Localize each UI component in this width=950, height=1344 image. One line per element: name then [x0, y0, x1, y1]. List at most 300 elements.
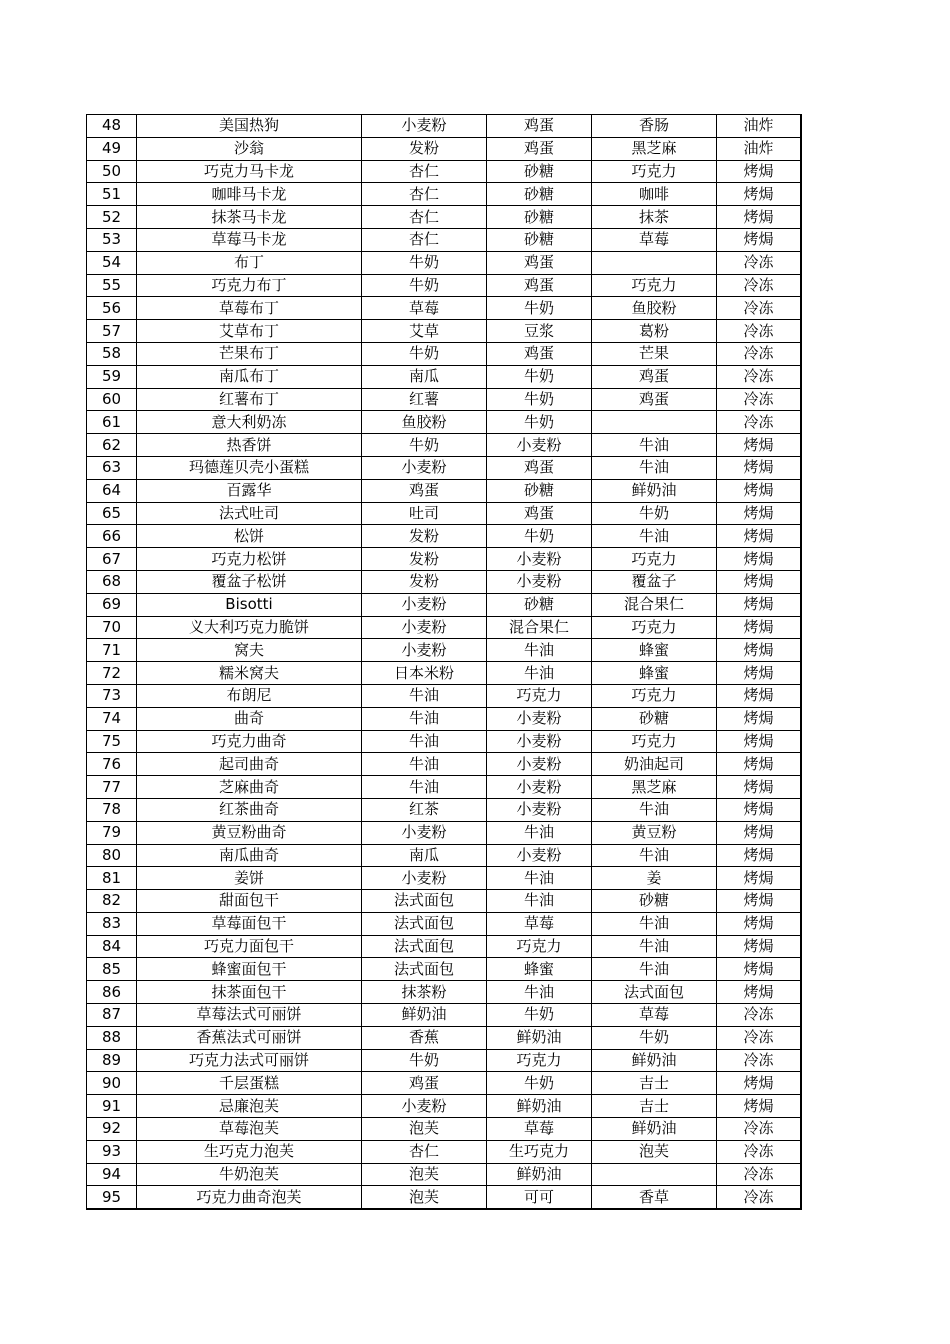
ingredient-2-cell: 巧克力 [487, 1049, 592, 1072]
table-row [87, 1049, 802, 1072]
ingredient-1-cell: 小麦粉 [362, 456, 487, 479]
table-row [87, 958, 802, 981]
row-number-cell: 60 [87, 388, 137, 411]
ingredient-1-cell: 牛奶 [362, 251, 487, 274]
ingredient-2-cell: 鲜奶油 [487, 1163, 592, 1186]
ingredient-3-cell: 牛油 [592, 844, 717, 867]
ingredient-2-cell: 砂糖 [487, 593, 592, 616]
ingredient-2-cell: 鸡蛋 [487, 502, 592, 525]
table-row [87, 890, 802, 913]
ingredient-1-cell: 小麦粉 [362, 821, 487, 844]
dessert-name-cell: 巧克力曲奇 [137, 730, 362, 753]
cooking-method-cell: 烤焗 [717, 616, 802, 639]
ingredient-1-cell: 牛油 [362, 776, 487, 799]
row-number-cell: 55 [87, 274, 137, 297]
table-row [87, 320, 802, 343]
dessert-name-cell: 草莓法式可丽饼 [137, 1004, 362, 1027]
dessert-name-cell: 姜饼 [137, 867, 362, 890]
dessert-name-cell: 起司曲奇 [137, 753, 362, 776]
ingredient-2-cell: 牛奶 [487, 297, 592, 320]
ingredient-3-cell: 牛油 [592, 912, 717, 935]
ingredient-2-cell: 牛油 [487, 867, 592, 890]
table-row [87, 456, 802, 479]
cooking-method-cell: 烤焗 [717, 570, 802, 593]
dessert-name-cell: 南瓜布丁 [137, 365, 362, 388]
ingredient-3-cell: 奶油起司 [592, 753, 717, 776]
table-row [87, 434, 802, 457]
ingredient-2-cell: 小麦粉 [487, 844, 592, 867]
ingredient-1-cell: 杏仁 [362, 1140, 487, 1163]
row-number-cell: 90 [87, 1072, 137, 1095]
ingredient-3-cell [592, 251, 717, 274]
row-number-cell: 79 [87, 821, 137, 844]
ingredient-1-cell: 鱼胶粉 [362, 411, 487, 434]
ingredient-2-cell: 草莓 [487, 1118, 592, 1141]
ingredient-3-cell: 黑芝麻 [592, 776, 717, 799]
ingredient-2-cell: 小麦粉 [487, 753, 592, 776]
row-number-cell: 56 [87, 297, 137, 320]
ingredient-1-cell: 法式面包 [362, 912, 487, 935]
row-number-cell: 86 [87, 981, 137, 1004]
table-row [87, 274, 802, 297]
cooking-method-cell: 烤焗 [717, 958, 802, 981]
ingredient-2-cell: 小麦粉 [487, 730, 592, 753]
row-number-cell: 74 [87, 707, 137, 730]
cooking-method-cell: 冷冻 [717, 297, 802, 320]
ingredient-3-cell: 巧克力 [592, 160, 717, 183]
ingredient-3-cell: 草莓 [592, 228, 717, 251]
ingredient-3-cell: 牛油 [592, 798, 717, 821]
table-row [87, 935, 802, 958]
dessert-name-cell: 芝麻曲奇 [137, 776, 362, 799]
ingredient-2-cell: 小麦粉 [487, 570, 592, 593]
cooking-method-cell: 烤焗 [717, 821, 802, 844]
cooking-method-cell: 烤焗 [717, 228, 802, 251]
table-row [87, 912, 802, 935]
ingredient-3-cell: 姜 [592, 867, 717, 890]
ingredient-1-cell: 红薯 [362, 388, 487, 411]
ingredient-1-cell: 鸡蛋 [362, 479, 487, 502]
row-number-cell: 50 [87, 160, 137, 183]
ingredient-2-cell: 小麦粉 [487, 548, 592, 571]
cooking-method-cell: 冷冻 [717, 388, 802, 411]
ingredient-2-cell: 牛奶 [487, 1072, 592, 1095]
row-number-cell: 84 [87, 935, 137, 958]
ingredient-2-cell: 牛奶 [487, 411, 592, 434]
cooking-method-cell: 烤焗 [717, 525, 802, 548]
row-number-cell: 58 [87, 342, 137, 365]
cooking-method-cell: 冷冻 [717, 1118, 802, 1141]
cooking-method-cell: 烤焗 [717, 753, 802, 776]
ingredient-1-cell: 日本米粉 [362, 662, 487, 685]
ingredient-1-cell: 发粉 [362, 525, 487, 548]
ingredient-3-cell: 抹茶 [592, 206, 717, 229]
ingredient-1-cell: 牛奶 [362, 274, 487, 297]
cooking-method-cell: 冷冻 [717, 342, 802, 365]
row-number-cell: 63 [87, 456, 137, 479]
dessert-name-cell: 巧克力曲奇泡芙 [137, 1186, 362, 1209]
ingredient-1-cell: 牛油 [362, 730, 487, 753]
ingredient-3-cell: 巧克力 [592, 274, 717, 297]
ingredient-3-cell: 鸡蛋 [592, 365, 717, 388]
row-number-cell: 67 [87, 548, 137, 571]
cooking-method-cell: 油炸 [717, 137, 802, 160]
dessert-name-cell: 红薯布丁 [137, 388, 362, 411]
dessert-name-cell: 抹茶面包干 [137, 981, 362, 1004]
ingredient-3-cell: 黄豆粉 [592, 821, 717, 844]
ingredient-2-cell: 小麦粉 [487, 776, 592, 799]
cooking-method-cell: 烤焗 [717, 479, 802, 502]
dessert-name-cell: 香蕉法式可丽饼 [137, 1026, 362, 1049]
row-number-cell: 73 [87, 684, 137, 707]
table-row [87, 525, 802, 548]
cooking-method-cell: 冷冻 [717, 1186, 802, 1209]
ingredient-3-cell: 牛油 [592, 935, 717, 958]
dessert-name-cell: 红茶曲奇 [137, 798, 362, 821]
cooking-method-cell: 油炸 [717, 115, 802, 138]
ingredient-1-cell: 香蕉 [362, 1026, 487, 1049]
ingredient-2-cell: 鸡蛋 [487, 342, 592, 365]
row-number-cell: 94 [87, 1163, 137, 1186]
ingredient-1-cell: 小麦粉 [362, 115, 487, 138]
row-number-cell: 89 [87, 1049, 137, 1072]
ingredient-1-cell: 法式面包 [362, 890, 487, 913]
table-row [87, 502, 802, 525]
ingredient-1-cell: 牛油 [362, 753, 487, 776]
dessert-name-cell: 牛奶泡芙 [137, 1163, 362, 1186]
dessert-name-cell: 窝夫 [137, 639, 362, 662]
cooking-method-cell: 冷冻 [717, 274, 802, 297]
table-row [87, 616, 802, 639]
ingredient-2-cell: 小麦粉 [487, 707, 592, 730]
ingredient-3-cell: 砂糖 [592, 707, 717, 730]
dessert-name-cell: 草莓马卡龙 [137, 228, 362, 251]
row-number-cell: 59 [87, 365, 137, 388]
dessert-name-cell: 巧克力面包干 [137, 935, 362, 958]
table-row [87, 730, 802, 753]
cooking-method-cell: 冷冻 [717, 1004, 802, 1027]
ingredient-1-cell: 发粉 [362, 137, 487, 160]
table-row [87, 753, 802, 776]
ingredient-1-cell: 发粉 [362, 570, 487, 593]
row-number-cell: 92 [87, 1118, 137, 1141]
ingredient-3-cell: 牛奶 [592, 1026, 717, 1049]
row-number-cell: 49 [87, 137, 137, 160]
recipe-table [86, 114, 802, 1210]
row-number-cell: 53 [87, 228, 137, 251]
ingredient-2-cell: 鸡蛋 [487, 137, 592, 160]
cooking-method-cell: 冷冻 [717, 365, 802, 388]
table-row [87, 1026, 802, 1049]
ingredient-2-cell: 小麦粉 [487, 798, 592, 821]
table-row [87, 867, 802, 890]
row-number-cell: 88 [87, 1026, 137, 1049]
row-number-cell: 68 [87, 570, 137, 593]
ingredient-1-cell: 牛奶 [362, 434, 487, 457]
row-number-cell: 91 [87, 1095, 137, 1118]
dessert-name-cell: 草莓面包干 [137, 912, 362, 935]
table-row [87, 251, 802, 274]
cooking-method-cell: 烤焗 [717, 844, 802, 867]
ingredient-2-cell: 牛油 [487, 639, 592, 662]
table-row [87, 798, 802, 821]
dessert-name-cell: 巧克力布丁 [137, 274, 362, 297]
row-number-cell: 66 [87, 525, 137, 548]
row-number-cell: 95 [87, 1186, 137, 1209]
table-row [87, 981, 802, 1004]
cooking-method-cell: 烤焗 [717, 684, 802, 707]
ingredient-2-cell: 牛油 [487, 662, 592, 685]
ingredient-2-cell: 生巧克力 [487, 1140, 592, 1163]
ingredient-3-cell: 草莓 [592, 1004, 717, 1027]
dessert-name-cell: 草莓泡芙 [137, 1118, 362, 1141]
ingredient-2-cell: 草莓 [487, 912, 592, 935]
table-row [87, 1186, 802, 1209]
ingredient-1-cell: 杏仁 [362, 228, 487, 251]
dessert-name-cell: 玛德莲贝壳小蛋糕 [137, 456, 362, 479]
ingredient-3-cell: 鲜奶油 [592, 479, 717, 502]
ingredient-1-cell: 法式面包 [362, 935, 487, 958]
cooking-method-cell: 烤焗 [717, 639, 802, 662]
ingredient-3-cell: 蜂蜜 [592, 639, 717, 662]
table-row [87, 639, 802, 662]
ingredient-2-cell: 鸡蛋 [487, 274, 592, 297]
dessert-name-cell: 曲奇 [137, 707, 362, 730]
cooking-method-cell: 烤焗 [717, 593, 802, 616]
ingredient-1-cell: 法式面包 [362, 958, 487, 981]
dessert-name-cell: 沙翁 [137, 137, 362, 160]
table-row [87, 684, 802, 707]
cooking-method-cell: 烤焗 [717, 798, 802, 821]
ingredient-3-cell: 吉士 [592, 1072, 717, 1095]
ingredient-2-cell: 牛奶 [487, 365, 592, 388]
cooking-method-cell: 烤焗 [717, 160, 802, 183]
cooking-method-cell: 烤焗 [717, 456, 802, 479]
ingredient-3-cell: 牛油 [592, 958, 717, 981]
table-row [87, 1118, 802, 1141]
cooking-method-cell: 烤焗 [717, 890, 802, 913]
cooking-method-cell: 烤焗 [717, 707, 802, 730]
table-row [87, 1004, 802, 1027]
ingredient-1-cell: 杏仁 [362, 160, 487, 183]
dessert-name-cell: 松饼 [137, 525, 362, 548]
dessert-name-cell: Bisotti [137, 593, 362, 616]
ingredient-1-cell: 南瓜 [362, 844, 487, 867]
cooking-method-cell: 烤焗 [717, 548, 802, 571]
table-row [87, 115, 802, 138]
table-row [87, 776, 802, 799]
dessert-name-cell: 黄豆粉曲奇 [137, 821, 362, 844]
row-number-cell: 62 [87, 434, 137, 457]
row-number-cell: 65 [87, 502, 137, 525]
ingredient-2-cell: 可可 [487, 1186, 592, 1209]
dessert-name-cell: 美国热狗 [137, 115, 362, 138]
row-number-cell: 48 [87, 115, 137, 138]
row-number-cell: 75 [87, 730, 137, 753]
ingredient-2-cell: 牛油 [487, 981, 592, 1004]
table-row [87, 160, 802, 183]
ingredient-3-cell: 牛油 [592, 456, 717, 479]
dessert-name-cell: 草莓布丁 [137, 297, 362, 320]
table-row [87, 1072, 802, 1095]
ingredient-2-cell: 豆浆 [487, 320, 592, 343]
ingredient-2-cell: 牛油 [487, 890, 592, 913]
ingredient-1-cell: 杏仁 [362, 206, 487, 229]
dessert-name-cell: 南瓜曲奇 [137, 844, 362, 867]
table-row [87, 206, 802, 229]
ingredient-3-cell: 黑芝麻 [592, 137, 717, 160]
ingredient-2-cell: 蜂蜜 [487, 958, 592, 981]
ingredient-3-cell: 覆盆子 [592, 570, 717, 593]
dessert-name-cell: 巧克力松饼 [137, 548, 362, 571]
dessert-name-cell: 艾草布丁 [137, 320, 362, 343]
table-row [87, 548, 802, 571]
table-row [87, 707, 802, 730]
ingredient-2-cell: 砂糖 [487, 206, 592, 229]
row-number-cell: 51 [87, 183, 137, 206]
ingredient-3-cell: 牛油 [592, 434, 717, 457]
table-row [87, 342, 802, 365]
table-row [87, 183, 802, 206]
ingredient-3-cell: 鱼胶粉 [592, 297, 717, 320]
ingredient-3-cell: 葛粉 [592, 320, 717, 343]
dessert-name-cell: 蜂蜜面包干 [137, 958, 362, 981]
dessert-name-cell: 意大利奶冻 [137, 411, 362, 434]
ingredient-1-cell: 泡芙 [362, 1163, 487, 1186]
ingredient-2-cell: 小麦粉 [487, 434, 592, 457]
cooking-method-cell: 冷冻 [717, 411, 802, 434]
ingredient-3-cell: 巧克力 [592, 548, 717, 571]
dessert-name-cell: 覆盆子松饼 [137, 570, 362, 593]
ingredient-3-cell: 牛油 [592, 525, 717, 548]
cooking-method-cell: 烤焗 [717, 1095, 802, 1118]
table-row [87, 228, 802, 251]
table-row [87, 388, 802, 411]
ingredient-3-cell: 蜂蜜 [592, 662, 717, 685]
ingredient-3-cell: 混合果仁 [592, 593, 717, 616]
row-number-cell: 52 [87, 206, 137, 229]
dessert-name-cell: 布朗尼 [137, 684, 362, 707]
ingredient-2-cell: 巧克力 [487, 935, 592, 958]
ingredient-2-cell: 砂糖 [487, 479, 592, 502]
ingredient-1-cell: 鲜奶油 [362, 1004, 487, 1027]
table-row [87, 411, 802, 434]
dessert-name-cell: 义大利巧克力脆饼 [137, 616, 362, 639]
ingredient-1-cell: 牛奶 [362, 1049, 487, 1072]
dessert-name-cell: 巧克力法式可丽饼 [137, 1049, 362, 1072]
dessert-name-cell: 法式吐司 [137, 502, 362, 525]
ingredient-1-cell: 艾草 [362, 320, 487, 343]
row-number-cell: 54 [87, 251, 137, 274]
cooking-method-cell: 烤焗 [717, 662, 802, 685]
table-row [87, 297, 802, 320]
table-row [87, 593, 802, 616]
ingredient-1-cell: 小麦粉 [362, 593, 487, 616]
dessert-name-cell: 布丁 [137, 251, 362, 274]
ingredient-2-cell: 鸡蛋 [487, 251, 592, 274]
cooking-method-cell: 烤焗 [717, 206, 802, 229]
row-number-cell: 70 [87, 616, 137, 639]
ingredient-1-cell: 草莓 [362, 297, 487, 320]
row-number-cell: 61 [87, 411, 137, 434]
ingredient-2-cell: 砂糖 [487, 228, 592, 251]
ingredient-1-cell: 南瓜 [362, 365, 487, 388]
ingredient-1-cell: 牛油 [362, 707, 487, 730]
ingredient-3-cell: 香草 [592, 1186, 717, 1209]
cooking-method-cell: 烤焗 [717, 912, 802, 935]
cooking-method-cell: 冷冻 [717, 320, 802, 343]
cooking-method-cell: 烤焗 [717, 730, 802, 753]
cooking-method-cell: 冷冻 [717, 251, 802, 274]
ingredient-1-cell: 小麦粉 [362, 867, 487, 890]
row-number-cell: 64 [87, 479, 137, 502]
ingredient-1-cell: 红茶 [362, 798, 487, 821]
row-number-cell: 69 [87, 593, 137, 616]
cooking-method-cell: 冷冻 [717, 1049, 802, 1072]
row-number-cell: 82 [87, 890, 137, 913]
ingredient-1-cell: 抹茶粉 [362, 981, 487, 1004]
row-number-cell: 80 [87, 844, 137, 867]
cooking-method-cell: 烤焗 [717, 867, 802, 890]
table-row [87, 479, 802, 502]
dessert-name-cell: 芒果布丁 [137, 342, 362, 365]
dessert-name-cell: 抹茶马卡龙 [137, 206, 362, 229]
ingredient-3-cell: 巧克力 [592, 730, 717, 753]
ingredient-3-cell [592, 411, 717, 434]
ingredient-1-cell: 杏仁 [362, 183, 487, 206]
cooking-method-cell: 烤焗 [717, 183, 802, 206]
table-row [87, 1140, 802, 1163]
ingredient-3-cell: 芒果 [592, 342, 717, 365]
row-number-cell: 93 [87, 1140, 137, 1163]
dessert-name-cell: 糯米窝夫 [137, 662, 362, 685]
ingredient-1-cell: 牛奶 [362, 342, 487, 365]
row-number-cell: 72 [87, 662, 137, 685]
dessert-name-cell: 百露华 [137, 479, 362, 502]
ingredient-3-cell: 鸡蛋 [592, 388, 717, 411]
ingredient-1-cell: 发粉 [362, 548, 487, 571]
ingredient-3-cell: 鲜奶油 [592, 1118, 717, 1141]
ingredient-2-cell: 鸡蛋 [487, 115, 592, 138]
ingredient-3-cell: 巧克力 [592, 684, 717, 707]
ingredient-2-cell: 牛奶 [487, 1004, 592, 1027]
ingredient-2-cell: 牛奶 [487, 388, 592, 411]
ingredient-3-cell: 砂糖 [592, 890, 717, 913]
ingredient-3-cell: 巧克力 [592, 616, 717, 639]
recipe-table-body [87, 115, 802, 1210]
row-number-cell: 76 [87, 753, 137, 776]
table-row [87, 137, 802, 160]
row-number-cell: 87 [87, 1004, 137, 1027]
table-row [87, 365, 802, 388]
table-row [87, 844, 802, 867]
ingredient-2-cell: 鲜奶油 [487, 1095, 592, 1118]
cooking-method-cell: 烤焗 [717, 502, 802, 525]
ingredient-3-cell: 咖啡 [592, 183, 717, 206]
row-number-cell: 78 [87, 798, 137, 821]
row-number-cell: 83 [87, 912, 137, 935]
ingredient-1-cell: 小麦粉 [362, 616, 487, 639]
row-number-cell: 71 [87, 639, 137, 662]
ingredient-2-cell: 牛油 [487, 821, 592, 844]
cooking-method-cell: 冷冻 [717, 1163, 802, 1186]
ingredient-1-cell: 泡芙 [362, 1186, 487, 1209]
table-row [87, 1095, 802, 1118]
ingredient-1-cell: 小麦粉 [362, 1095, 487, 1118]
ingredient-3-cell: 吉士 [592, 1095, 717, 1118]
ingredient-3-cell: 香肠 [592, 115, 717, 138]
dessert-name-cell: 忌廉泡芙 [137, 1095, 362, 1118]
